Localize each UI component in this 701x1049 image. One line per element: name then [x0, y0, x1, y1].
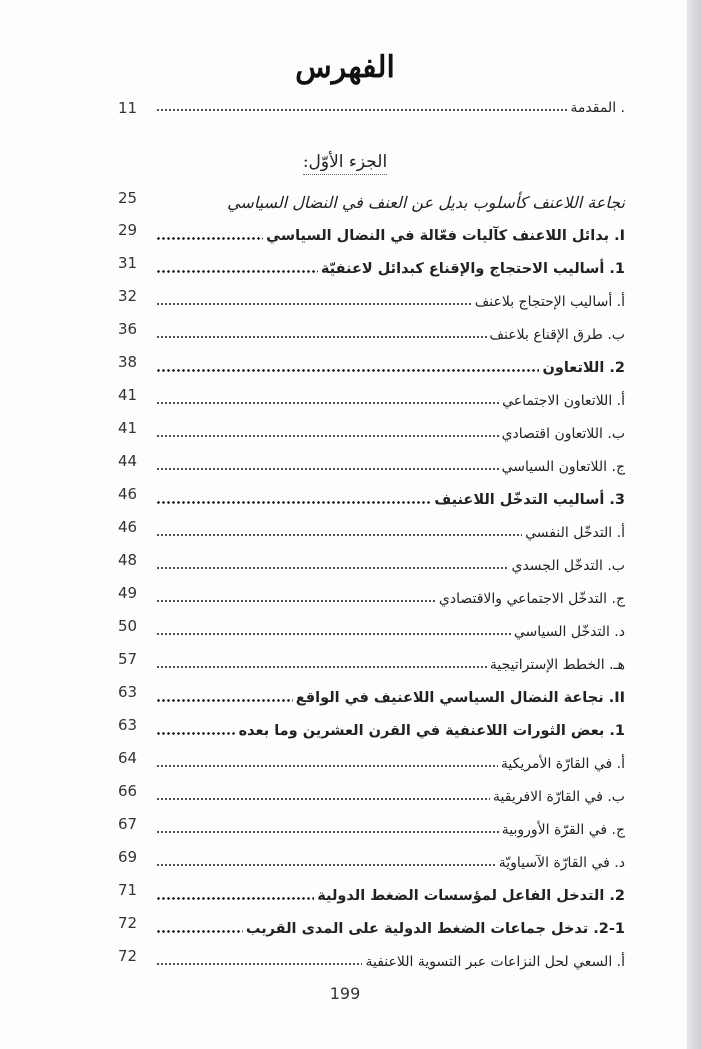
toc-entry-text: 2-1. تدخل جماعات الضغط الدولية على المدى القريب	[245, 921, 625, 937]
dot-leader	[156, 761, 498, 771]
toc-page-number: 50	[118, 617, 138, 635]
toc-page-number: 69	[118, 848, 138, 866]
toc-entry-subsection[interactable]	[118, 254, 625, 284]
toc-page-number: 63	[118, 683, 138, 701]
toc-entry-item[interactable]	[118, 287, 625, 317]
toc-page-number: 57	[118, 650, 138, 668]
toc-entry-text: 1. بعض الثورات اللاعنفية في القرن العشرين وما بعده	[238, 723, 625, 739]
toc-entry-section[interactable]	[118, 683, 625, 713]
toc-entry-subsection[interactable]	[118, 353, 625, 383]
toc-entry-text: نجاعة اللاعنف كأسلوب بديل عن العنف في النضال السياسي	[227, 192, 625, 212]
toc-page-number: 32	[118, 287, 138, 305]
dot-leader	[156, 794, 490, 804]
toc-entry-introduction[interactable]	[118, 93, 625, 123]
dot-leader	[156, 959, 362, 969]
toc-entry-item[interactable]	[118, 617, 625, 647]
toc-entry-text: 3. أساليب التدخّل اللاعنيف	[434, 492, 625, 508]
toc-entry-item[interactable]	[118, 947, 625, 977]
toc-page-number: 64	[118, 749, 138, 767]
toc-entry-text: أ. أساليب الإحتجاج بلاعنف	[474, 294, 625, 310]
footer-page-number: 199	[329, 984, 361, 1003]
toc-entry-section[interactable]	[118, 221, 625, 251]
toc-page-number: 67	[118, 815, 138, 833]
part-heading-text: الجزء الأوّل:	[303, 152, 387, 175]
toc-entry-text: 1. أساليب الاحتجاج والإقناع كبدائل لاعنفيّة	[320, 261, 625, 277]
toc-entry-subsection[interactable]	[118, 881, 625, 911]
dot-leader	[156, 299, 472, 309]
toc-entry-text: أ. في القارّة الأمريكية	[500, 756, 625, 772]
toc-entry-item[interactable]	[118, 848, 625, 878]
toc-entry-text: هـ. الخطط الإستراتيجية	[489, 657, 625, 673]
toc-entry-text: أ. التدخّل النفسي	[525, 525, 625, 541]
dot-leader	[156, 563, 508, 573]
dot-leader	[156, 497, 431, 507]
toc-page-number: 46	[118, 485, 138, 503]
toc-entry-text: . المقدمة	[570, 100, 625, 116]
toc-entry-text: د. في القارّة الآسياويّة	[498, 855, 625, 871]
toc-page-number: 25	[118, 189, 138, 207]
toc-entry-text: ب. طرق الإقناع بلاعنف	[489, 327, 625, 343]
toc-page-number: 36	[118, 320, 138, 338]
toc-entry-text: II. نجاعة النضال السياسي اللاعنيف في الواقع	[295, 690, 625, 706]
dot-leader	[156, 662, 487, 672]
toc-entry-text: ج. في القرّة الأوروبية	[501, 822, 625, 838]
toc-page-number: 41	[118, 386, 138, 404]
toc-entry-item[interactable]	[118, 749, 625, 779]
dot-leader	[156, 332, 487, 342]
dot-leader	[156, 199, 224, 209]
dot-leader	[156, 893, 314, 903]
dot-leader	[156, 431, 499, 441]
toc-page-number: 31	[118, 254, 138, 272]
dot-leader	[156, 365, 539, 375]
toc-entry-part-title[interactable]	[118, 187, 625, 217]
toc-page-number: 63	[118, 716, 138, 734]
toc-entry-item[interactable]	[118, 320, 625, 350]
dot-leader	[156, 695, 293, 705]
toc-entry-text: ج. التدخّل الاجتماعي والاقتصادي	[438, 591, 625, 607]
toc-entry-item[interactable]	[118, 551, 625, 581]
dot-leader	[156, 629, 511, 639]
dot-leader	[156, 728, 236, 738]
part-heading	[0, 152, 690, 175]
toc-entry-subsection[interactable]	[118, 716, 625, 746]
toc-entry-subsection[interactable]	[118, 914, 625, 944]
toc-entry-text: أ. السعي لحل النزاعات عبر التسوية اللاعنفية	[365, 954, 625, 970]
toc-page-number: 38	[118, 353, 138, 371]
toc-page-number: 72	[118, 914, 138, 932]
dot-leader	[156, 596, 436, 606]
dot-leader	[156, 827, 499, 837]
book-spine-shadow	[687, 0, 701, 1049]
toc-entry-item[interactable]	[118, 584, 625, 614]
toc-entry-item[interactable]	[118, 782, 625, 812]
toc-entry-subsection[interactable]	[118, 485, 625, 515]
toc-page-number: 72	[118, 947, 138, 965]
toc-page-number: 44	[118, 452, 138, 470]
toc-entry-text: 2. التدخل الفاعل لمؤسسات الضغط الدولية	[317, 888, 625, 904]
toc-page-number: 48	[118, 551, 138, 569]
toc-entry-text: ب. اللاتعاون اقتصادي	[501, 426, 625, 442]
dot-leader	[156, 398, 499, 408]
dot-leader	[156, 105, 567, 115]
page-title: الفهرس	[295, 50, 395, 85]
toc-page-number: 49	[118, 584, 138, 602]
dot-leader	[156, 464, 499, 474]
toc-entry-item[interactable]	[118, 386, 625, 416]
toc-entry-text: د. التدخّل السياسي	[513, 624, 625, 640]
toc-page-number: 11	[118, 99, 138, 117]
toc-entry-text: ج. اللاتعاون السياسي	[501, 459, 625, 475]
toc-entry-text: أ. اللاتعاون الاجتماعي	[502, 393, 625, 409]
toc-entry-text: 2. اللاتعاون	[542, 360, 625, 376]
toc-page-number: 66	[118, 782, 138, 800]
toc-entry-text: ب. التدخّل الجسدي	[511, 558, 625, 574]
toc-entry-item[interactable]	[118, 452, 625, 482]
dot-leader	[156, 266, 318, 276]
toc-entry-item[interactable]	[118, 650, 625, 680]
dot-leader	[156, 926, 243, 936]
toc-entry-text: ب. في القارّة الافريقية	[493, 789, 625, 805]
dot-leader	[156, 233, 263, 243]
toc-page-number: 46	[118, 518, 138, 536]
toc-page-number: 41	[118, 419, 138, 437]
dot-leader	[156, 530, 522, 540]
toc-entry-text: I. بدائل اللاعنف كآليات فعّالة في النضال السياسي	[266, 228, 625, 244]
toc-page-number: 29	[118, 221, 138, 239]
toc-entry-item[interactable]	[118, 518, 625, 548]
dot-leader	[156, 860, 496, 870]
toc-entry-item[interactable]	[118, 815, 625, 845]
toc-page-number: 71	[118, 881, 138, 899]
toc-entry-item[interactable]	[118, 419, 625, 449]
